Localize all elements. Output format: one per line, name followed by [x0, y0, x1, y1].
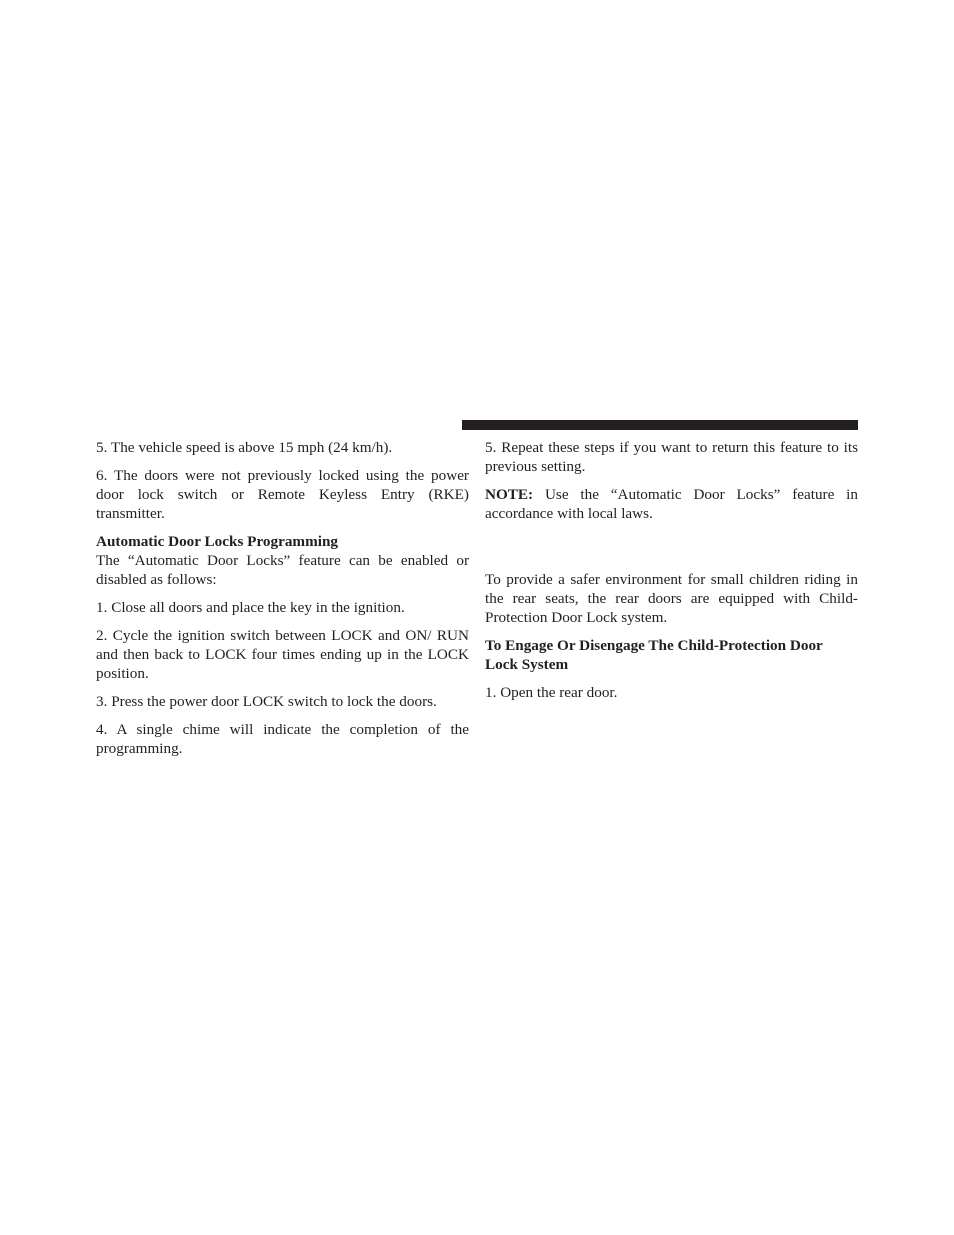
left-column: [96, 438, 469, 767]
programming-step-5: 5. Repeat these steps if you want to return this feature to its previous setting.: [485, 439, 858, 475]
note-text: Use the “Automatic Door Locks” feature in accordance with local laws.: [485, 486, 858, 522]
programming-heading: Automatic Door Locks Programming: [96, 533, 338, 550]
condition-item-5: 5. The vehicle speed is above 15 mph (24 km/h).: [96, 439, 393, 456]
child-protection-intro: To provide a safer environment for small children riding in the rear seats, the rear doors are equipped with Child-Protection Door Lock system.: [485, 571, 858, 626]
child-protection-heading: To Engage Or Disengage The Child-Protection Door Lock System: [485, 637, 823, 673]
programming-step-1: 1. Close all doors and place the key in the ignition.: [96, 599, 405, 616]
condition-item-6: 6. The doors were not previously locked using the power door lock switch or Remote Keyless Entry (RKE) transmitter.: [96, 467, 469, 522]
note-label: NOTE:: [485, 486, 534, 503]
child-protection-step-1: 1. Open the rear door.: [485, 684, 618, 701]
programming-step-3: 3. Press the power door LOCK switch to lock the doors.: [96, 693, 437, 710]
section-spacer: [485, 532, 858, 570]
note-paragraph: [485, 485, 858, 523]
right-column: [485, 438, 858, 711]
programming-intro: The “Automatic Door Locks” feature can be enabled or disabled as follows:: [96, 552, 469, 588]
programming-step-4: 4. A single chime will indicate the completion of the programming.: [96, 721, 469, 757]
programming-step-2: 2. Cycle the ignition switch between LOCK and ON/ RUN and then back to LOCK four times ending up in the LOCK position.: [96, 627, 469, 682]
section-header-bar: [462, 420, 858, 430]
